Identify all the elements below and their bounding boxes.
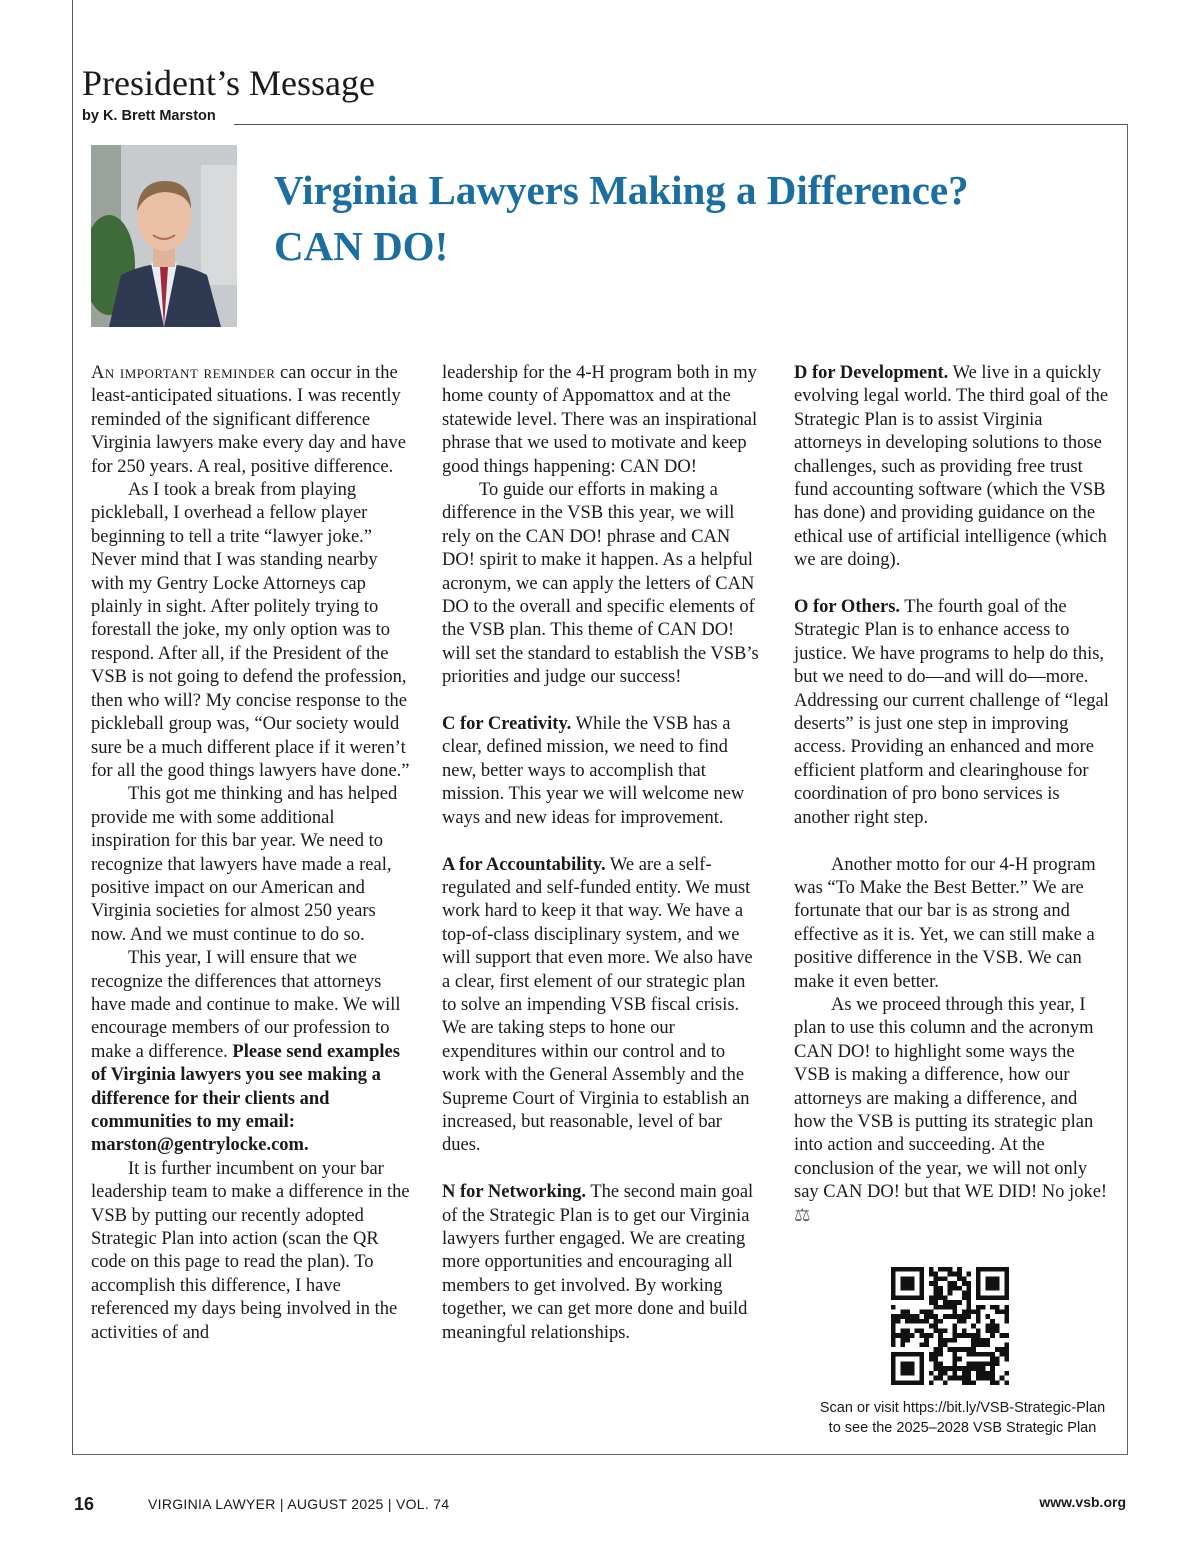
article-column-1	[91, 362, 411, 1345]
qr-caption	[790, 1398, 1135, 1438]
headline-line-2: CAN DO!	[274, 223, 449, 269]
lead-in-smallcaps: An important reminder	[91, 363, 276, 383]
paragraph: To guide our efforts in making a difference in the VSB this year, we will rely on the CAN DO! phrase and CAN DO! spirit to make it happen. As a helpful acronym, we can apply the letters of CAN DO to the overall and specific elements of the VSB plan. This theme of CAN DO! will set the standard to establish the VSB’s priorities and judge our success!	[442, 480, 759, 688]
article-column-2	[442, 362, 762, 1345]
article-column-3	[794, 362, 1109, 1228]
paragraph-text: As we proceed through this year, I plan to use this column and the acronym CAN DO! to highlight some ways the VSB is making a difference, how our attorneys are making a difference, and how the VSB is putting its strategic plan into action and succeeding. At the conclusion of the year, we will not only say CAN DO! but that WE DID! No joke!	[794, 994, 1108, 1203]
publication-info: VIRGINIA LAWYER | AUGUST 2025 | VOL. 74	[148, 1496, 450, 1512]
paragraph: This got me thinking and has helped provide me with some additional inspiration for this bar year. We need to recognize that lawyers have made a real, positive impact on our American and Virginia societies for almost 250 years now. And we must continue to do so.	[91, 784, 398, 945]
paragraph: leadership for the 4-H program both in my home county of Appomattox and at the statewide level. There was an inspirational phrase that we used to motivate and keep good things happening: CAN DO!	[442, 363, 758, 477]
paragraph-a-accountability	[442, 854, 762, 1158]
scales-icon: ⚖	[794, 1205, 811, 1226]
page-number: 16	[74, 1494, 95, 1514]
paragraph-text: The fourth goal of the Strategic Plan is to enhance access to justice. We have programs to help do this, but we need to do—and will do—more. Addressing our current challenge of “legal deserts” is just one step in improving access. Providing an enhanced and more efficient platform and clearinghouse for coordination of pro bono services is another right step.	[794, 597, 1109, 828]
qr-caption-line-2: to see the 2025–2028 VSB Strategic Plan	[828, 1420, 1097, 1436]
paragraph-o-others	[794, 596, 1109, 830]
qr-code-icon[interactable]	[891, 1267, 1009, 1385]
paragraph: Another motto for our 4-H program was “To Make the Best Better.” We are fortunate that our bar is as strong and effective as it is. Yet, we can still make a positive difference in the VSB. We can make it even better.	[794, 854, 1096, 992]
paragraph	[91, 947, 411, 1158]
byline: by K. Brett Marston	[82, 108, 216, 124]
headline-line-1: Virginia Lawyers Making a Difference?	[274, 167, 969, 213]
author-photo	[91, 145, 237, 327]
paragraph	[794, 994, 1109, 1228]
section-label: A for Accountability.	[442, 854, 606, 875]
email-request-bold: Please send examples of Virginia lawyers you see making a difference for their clients and communities to my email: marston@gentrylocke.com.	[91, 1041, 400, 1156]
paragraph-c-creativity	[442, 713, 762, 830]
paragraph: As I took a break from playing pickleball, I overhead a fellow player beginning to tell a trite “lawyer joke.” Never mind that I was standing nearby with my Gentry Locke Attorneys cap plainly in sight. After politely trying to forestall the joke, my only option was to respond. After all, if the President of the VSB is not going to defend the profession, then who will? My concise response to the pickleball group was, “Our society would sure be a much different place if it weren’t for all the good things lawyers have done.”	[91, 480, 410, 781]
paragraph-text: While the VSB has a clear, defined mission, we need to find new, better ways to accomplish that mission. This year we will welcome new ways and new ideas for improvement.	[442, 714, 745, 828]
paragraph	[91, 362, 411, 479]
paragraph-text: We are a self-regulated and self-funded entity. We must work hard to keep it that way. We have a top-of-class disciplinary system, and we will support that even more. We also have a clear, first element of our strategic plan to solve an impending VSB fiscal crisis. We are taking steps to hone our expenditures within our control and to work with the General Assembly and the Supreme Court of Virginia to establish an increased, but reasonable, level of bar dues.	[442, 854, 753, 1156]
qr-caption-line-1: Scan or visit https://bit.ly/VSB-Strategic-Plan	[819, 1400, 1106, 1416]
website-link[interactable]: www.vsb.org	[1039, 1494, 1126, 1510]
paragraph-text: The second main goal of the Strategic Plan is to get our Virginia lawyers further engaged. We are creating more opportunities and encouraging all members to get involved. By working together, we can get more done and build meaningful relationships.	[442, 1182, 754, 1343]
paragraph-text: This year, I will ensure that we recognize the differences that attorneys have made and continue to make. We will encourage members of our profession to make a difference.	[91, 948, 401, 1062]
paragraph: It is further incumbent on your bar leadership team to make a difference in the VSB by putting our recently adopted Strategic Plan into action (scan the QR code on this page to read the plan). To accomplish this difference, I have referenced my days being involved in the activities of and	[91, 1158, 410, 1343]
section-label: O for Others.	[794, 597, 901, 618]
section-label: D for Development.	[794, 363, 949, 383]
section-label: C for Creativity.	[442, 714, 572, 735]
paragraph-text: We live in a quickly evolving legal world. The third goal of the Strategic Plan is to assist Virginia attorneys in developing solutions to those challenges, such as providing free trust fund accounting software (which the VSB has done) and providing guidance on the ethical use of artificial intelligence (which we are doing).	[794, 363, 1109, 571]
column-title: President’s Message	[82, 63, 375, 103]
paragraph-n-networking	[442, 1181, 762, 1345]
paragraph-d-development	[794, 362, 1109, 573]
paragraph-text: can occur in the least-anticipated situations. I was recently reminded of the significant difference Virginia lawyers make every day and have for 250 years. A real, positive difference.	[91, 363, 406, 477]
section-label: N for Networking.	[442, 1182, 587, 1203]
article-headline	[274, 162, 969, 274]
